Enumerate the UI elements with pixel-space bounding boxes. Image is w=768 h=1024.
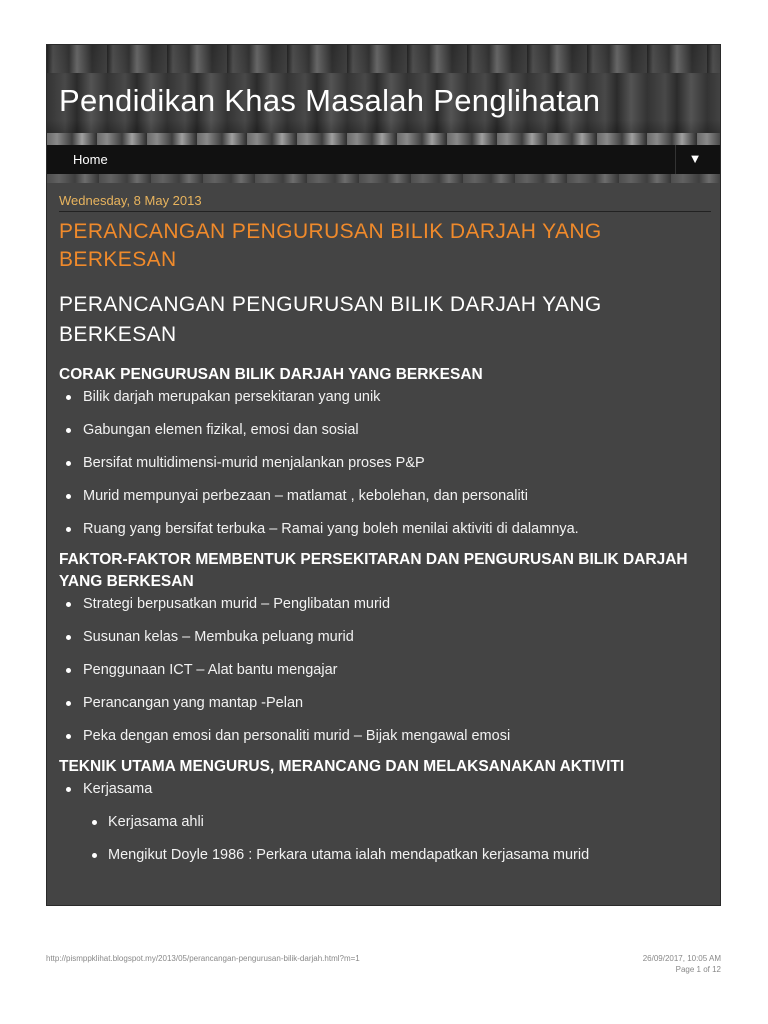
post-heading: PERANCANGAN PENGURUSAN BILIK DARJAH YANG BERKESAN — [59, 293, 602, 346]
sub-list-item: Mengikut Doyle 1986 : Perkara utama ialah mendapatkan kerjasama murid — [59, 844, 711, 877]
print-footer-url: http://pismppklihat.blogspot.my/2013/05/perancangan-pengurusan-bilik-darjah.html?m=1 — [46, 954, 360, 963]
nav-divider — [675, 145, 676, 174]
header-banner-image — [47, 45, 720, 73]
list-item: Kerjasama — [59, 778, 711, 811]
sub-list-item: Kerjasama ahli — [59, 811, 711, 844]
section-title: CORAK PENGURUSAN BILIK DARJAH YANG BERKESAN — [59, 366, 483, 383]
post-date: Wednesday, 8 May 2013 — [59, 193, 711, 212]
header-banner-lower-strip — [47, 174, 720, 183]
print-footer-meta — [643, 953, 721, 975]
list-item: Murid mempunyai perbezaan – matlamat , kebolehan, dan personaliti — [59, 485, 711, 518]
list-item: Bersifat multidimensi-murid menjalankan proses P&P — [59, 452, 711, 485]
list-item: Peka dengan emosi dan personaliti murid – Bijak mengawal emosi — [59, 725, 711, 758]
list-item: Penggunaan ICT – Alat bantu mengajar — [59, 659, 711, 692]
print-footer-timestamp: 26/09/2017, 10:05 AM — [642, 954, 721, 963]
list-item: Gabungan elemen fizikal, emosi dan sosial — [59, 419, 711, 452]
post-content — [59, 193, 711, 877]
blog-frame — [46, 44, 721, 906]
nav-home-link[interactable]: Home — [73, 152, 108, 167]
section-title: FAKTOR-FAKTOR MEMBENTUK PERSEKITARAN DAN PENGURUSAN BILIK DARJAH YANG BERKESAN — [59, 551, 688, 590]
bullet-list — [59, 593, 711, 758]
list-item: Strategi berpusatkan murid – Penglibatan murid — [59, 593, 711, 626]
list-item: Perancangan yang mantap -Pelan — [59, 692, 711, 725]
bullet-list — [59, 386, 711, 551]
post-title[interactable]: PERANCANGAN PENGURUSAN BILIK DARJAH YANG BERKESAN — [59, 220, 602, 271]
dropdown-arrow-icon[interactable]: ▼ — [688, 151, 702, 166]
bullet-list — [59, 778, 711, 877]
blog-header — [47, 45, 720, 145]
print-footer-page: Page 1 of 12 — [675, 965, 721, 974]
list-item: Ruang yang bersifat terbuka – Ramai yang boleh menilai aktiviti di dalamnya. — [59, 518, 711, 551]
header-banner-image-bottom — [47, 133, 720, 145]
site-title[interactable]: Pendidikan Khas Masalah Penglihatan — [59, 83, 601, 118]
list-item: Bilik darjah merupakan persekitaran yang unik — [59, 386, 711, 419]
navbar — [47, 145, 720, 174]
section-title: TEKNIK UTAMA MENGURUS, MERANCANG DAN MELAKSANAKAN AKTIVITI — [59, 758, 625, 775]
list-item: Susunan kelas – Membuka peluang murid — [59, 626, 711, 659]
